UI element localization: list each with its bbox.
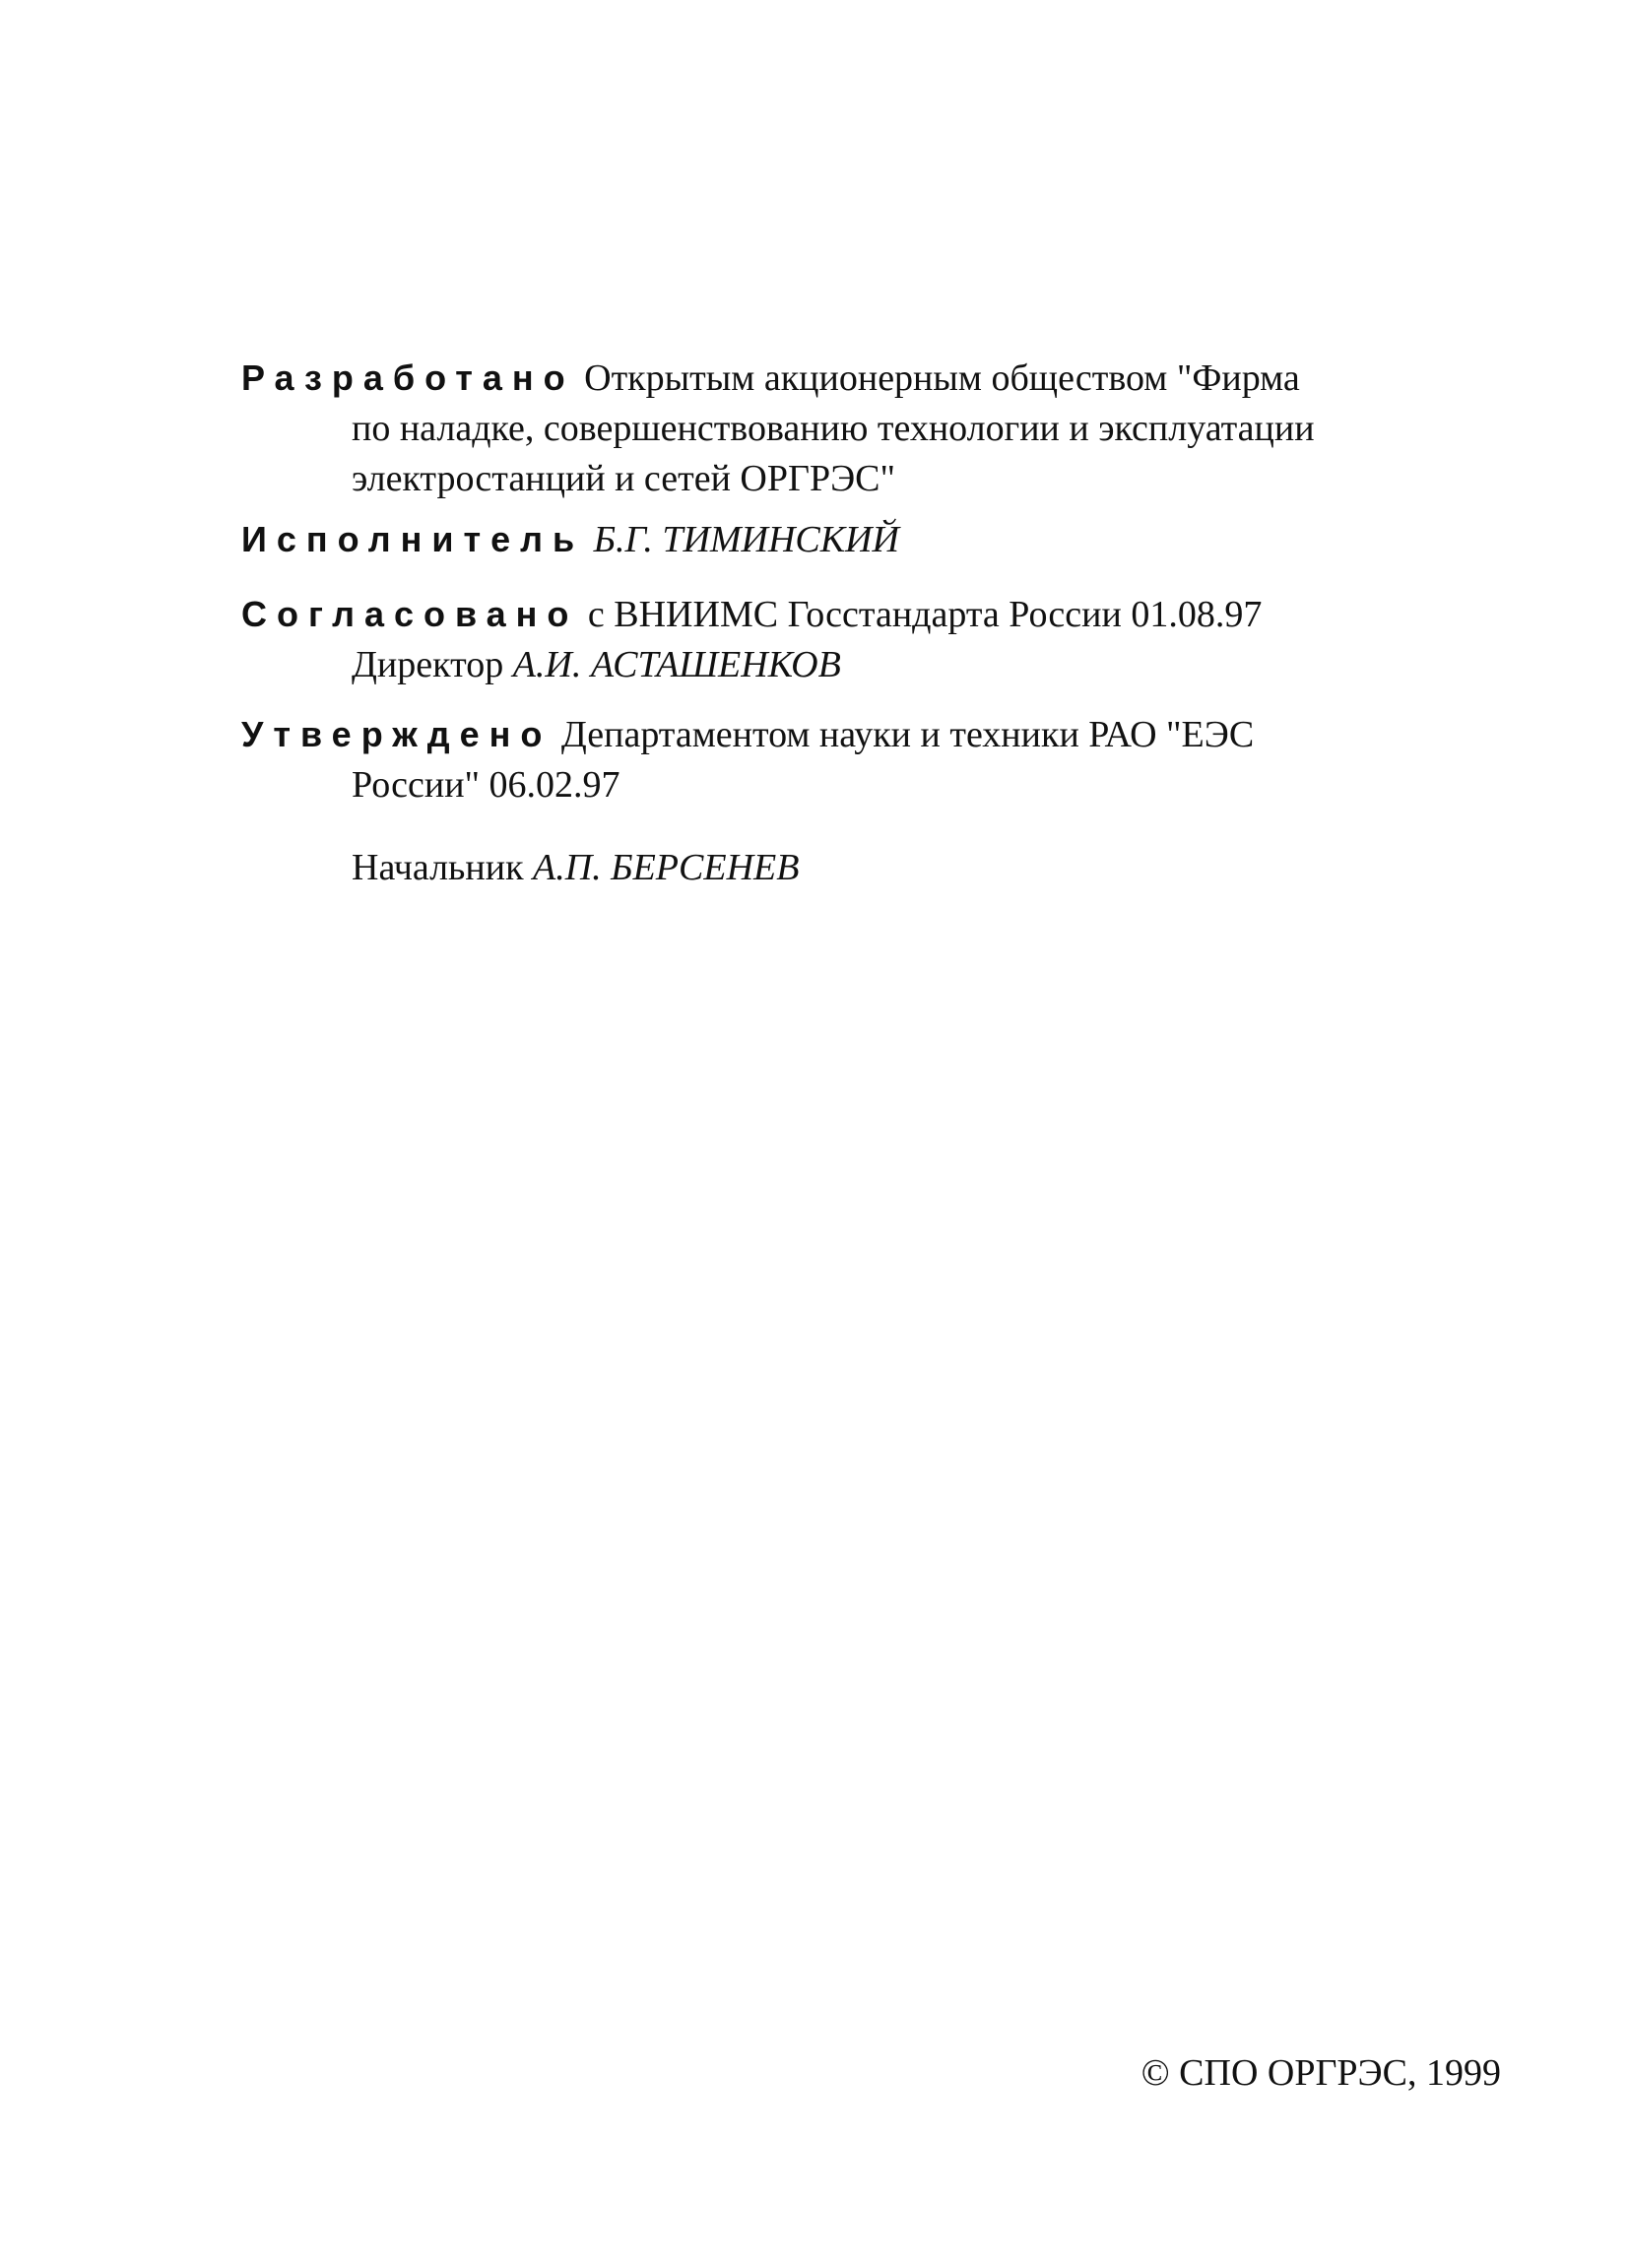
head-block: [352, 843, 1612, 893]
approved-text-2: России" 06.02.97: [352, 764, 620, 806]
executor-name: Б.Г. ТИМИНСКИЙ: [593, 519, 899, 560]
copyright-notice: © СПО ОРГРЭС, 1999: [1140, 2052, 1501, 2094]
developed-text-1: Открытым акционерным обществом "Фирма: [584, 357, 1300, 399]
developed-text-2: по наладке, совершенствованию технологии и эксплуатации: [352, 408, 1315, 449]
developed-line-1: [241, 353, 1502, 404]
approved-keyword: Утверждено: [241, 714, 553, 754]
head-line: [352, 843, 1612, 893]
executor-line: [241, 514, 1502, 565]
approved-block: [241, 709, 1502, 810]
developed-text-3: электростанций и сетей ОРГРЭС": [352, 458, 896, 499]
agreed-keyword: Согласовано: [241, 594, 579, 634]
head-label: Начальник: [352, 847, 524, 888]
agreed-block: [241, 589, 1502, 690]
agreed-text-1: с ВНИИМС Госстандарта России 01.08.97: [587, 594, 1263, 635]
agreed-line-2: [241, 640, 1502, 690]
approved-line-1: [241, 709, 1502, 760]
executor-keyword: Исполнитель: [241, 519, 585, 559]
developed-keyword: Разработано: [241, 357, 575, 398]
head-name: А.П. БЕРСЕНЕВ: [533, 847, 800, 888]
director-label: Директор: [352, 644, 504, 685]
approved-text-1: Департаментом науки и техники РАО "ЕЭС: [560, 714, 1255, 755]
director-name: А.И. АСТАШЕНКОВ: [512, 644, 841, 685]
executor-block: [241, 514, 1502, 565]
agreed-line-1: [241, 589, 1502, 640]
developed-block: [241, 353, 1502, 504]
